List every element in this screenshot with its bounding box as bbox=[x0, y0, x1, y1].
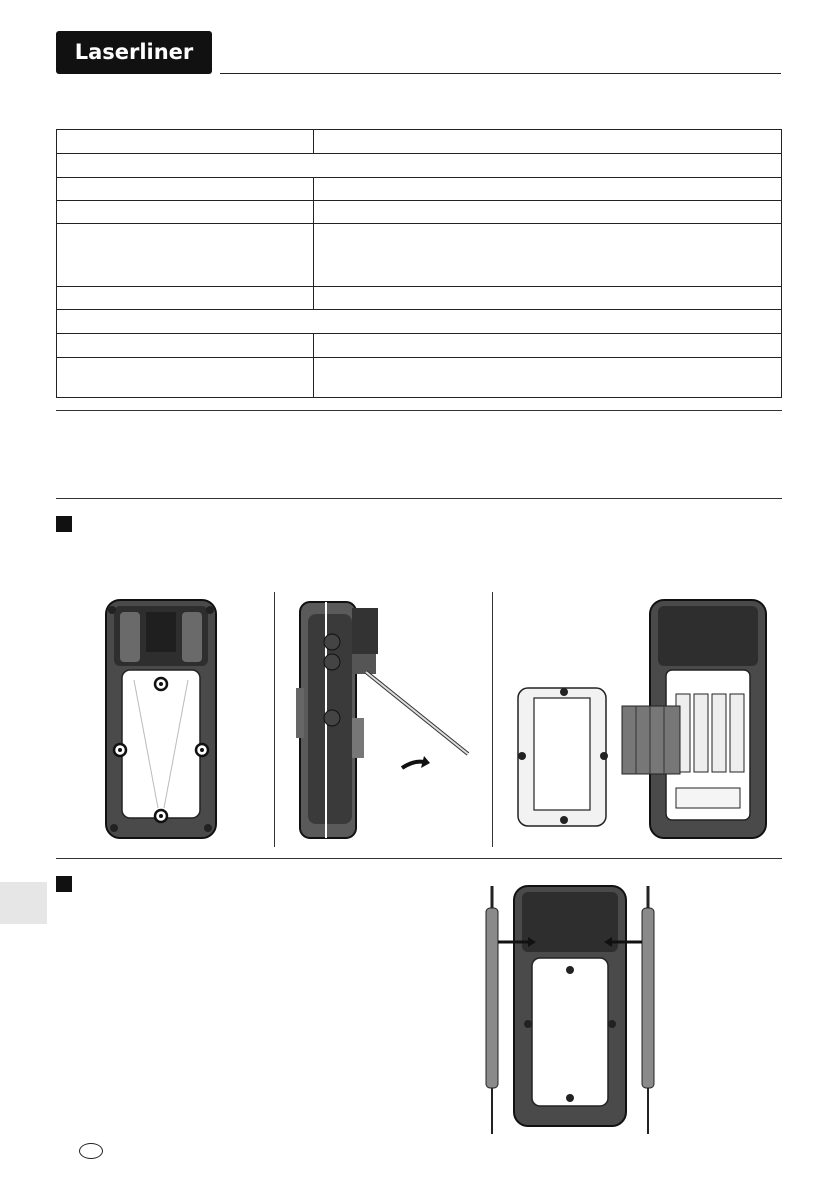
table-row bbox=[57, 178, 782, 201]
section-rule bbox=[56, 498, 782, 499]
device-side-figure bbox=[296, 598, 476, 842]
table-row bbox=[57, 224, 782, 287]
table-row bbox=[57, 310, 782, 334]
table-row bbox=[57, 334, 782, 358]
figure-divider bbox=[274, 592, 275, 847]
language-oval bbox=[79, 1143, 103, 1159]
section-marker bbox=[56, 876, 72, 892]
header-rule bbox=[220, 73, 781, 74]
device-back-figure bbox=[104, 598, 218, 840]
table-row bbox=[57, 287, 782, 310]
probe-holder-figure bbox=[478, 884, 662, 1134]
battery-compartment-figure bbox=[620, 598, 780, 840]
side-tab bbox=[0, 882, 47, 924]
section-rule bbox=[56, 410, 782, 411]
table-row bbox=[57, 130, 782, 154]
battery-cover-figure bbox=[512, 686, 612, 828]
table-row bbox=[57, 201, 782, 224]
table-row bbox=[57, 154, 782, 178]
figure-divider bbox=[492, 592, 493, 847]
table-row bbox=[57, 358, 782, 398]
brand-logo: Laserliner bbox=[56, 31, 212, 74]
section-marker bbox=[56, 516, 72, 532]
section-rule bbox=[56, 858, 782, 859]
spec-table bbox=[56, 129, 782, 398]
